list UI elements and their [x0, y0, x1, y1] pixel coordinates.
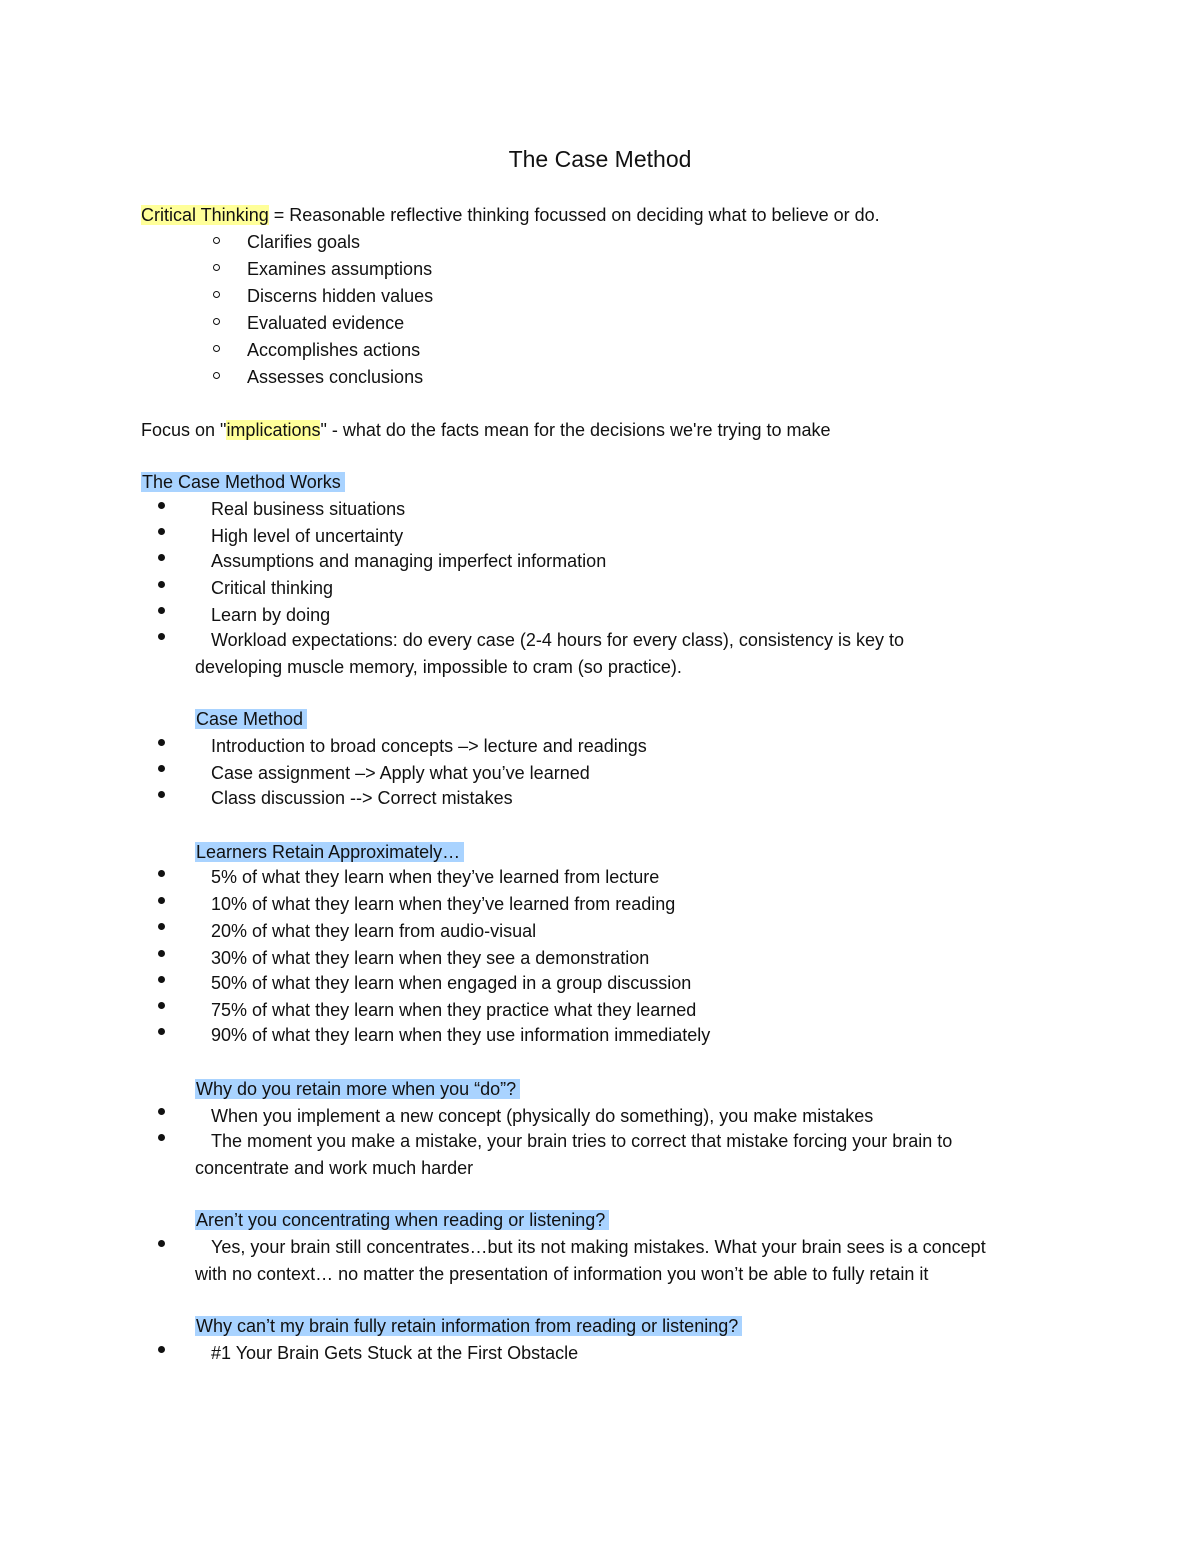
- bullet-icon: [158, 1240, 165, 1247]
- list-item: Real business situations: [211, 499, 406, 519]
- bullet-icon: [158, 528, 165, 535]
- focus-highlight: implications: [226, 420, 321, 440]
- list-item: Assumptions and managing imperfect information: [211, 551, 607, 571]
- critical-thinking-text: = Reasonable reflective thinking focussed on deciding what to believe or do.: [268, 205, 880, 225]
- circle-bullet-icon: [213, 345, 220, 352]
- section-heading: [195, 1208, 609, 1232]
- bullet-icon: [158, 739, 165, 746]
- bullet-icon: [158, 1002, 165, 1009]
- list-item: Workload expectations: do every case (2-4 hours for every class), consistency is key to: [211, 630, 904, 650]
- bullet-icon: [158, 633, 165, 640]
- list-item: Learn by doing: [211, 605, 331, 625]
- case-method-heading: Case Method: [195, 709, 307, 729]
- focus-line: [141, 418, 831, 442]
- list-item: High level of uncertainty: [211, 526, 404, 546]
- section-heading: [195, 840, 464, 864]
- list-item: Yes, your brain still concentrates…but its not making mistakes. What your brain sees is a concept: [211, 1237, 986, 1257]
- section-heading: [195, 1314, 742, 1338]
- why-cant-heading: Why can’t my brain fully retain information from reading or listening?: [195, 1316, 742, 1336]
- list-item: Case assignment –> Apply what you’ve learned: [211, 763, 590, 783]
- bullet-icon: [158, 976, 165, 983]
- list-item: Introduction to broad concepts –> lecture and readings: [211, 736, 647, 756]
- list-item: Evaluated evidence: [247, 313, 405, 333]
- circle-bullet-icon: [213, 291, 220, 298]
- focus-prefix: Focus on ": [141, 420, 227, 440]
- list-item: 20% of what they learn from audio-visual: [211, 921, 537, 941]
- critical-thinking-term: Critical Thinking: [141, 205, 269, 225]
- focus-suffix: " - what do the facts mean for the decisions we're trying to make: [320, 420, 831, 440]
- list-item: 90% of what they learn when they use information immediately: [211, 1025, 711, 1045]
- list-item: The moment you make a mistake, your brain tries to correct that mistake forcing your brain to: [211, 1131, 953, 1151]
- circle-bullet-icon: [213, 318, 220, 325]
- list-item: 50% of what they learn when engaged in a group discussion: [211, 973, 692, 993]
- bullet-icon: [158, 923, 165, 930]
- list-item: Critical thinking: [211, 578, 334, 598]
- critical-thinking-definition: [141, 203, 880, 227]
- section-heading: [195, 707, 307, 731]
- list-item: Accomplishes actions: [247, 340, 421, 360]
- bullet-icon: [158, 950, 165, 957]
- circle-bullet-icon: [213, 372, 220, 379]
- list-item-continuation: developing muscle memory, impossible to cram (so practice).: [195, 657, 682, 677]
- list-item: 5% of what they learn when they’ve learned from lecture: [211, 867, 660, 887]
- list-item: When you implement a new concept (physically do something), you make mistakes: [211, 1106, 874, 1126]
- page-title: The Case Method: [508, 146, 692, 172]
- list-item: 30% of what they learn when they see a demonstration: [211, 948, 650, 968]
- list-item: Discerns hidden values: [247, 286, 434, 306]
- circle-bullet-icon: [213, 237, 220, 244]
- list-item: 10% of what they learn when they’ve learned from reading: [211, 894, 676, 914]
- bullet-icon: [158, 897, 165, 904]
- list-item-continuation: with no context… no matter the presentation of information you won’t be able to fully retain it: [195, 1264, 929, 1284]
- section-heading: [195, 1077, 520, 1101]
- bullet-icon: [158, 554, 165, 561]
- list-item: 75% of what they learn when they practice what they learned: [211, 1000, 697, 1020]
- learners-retain-heading: Learners Retain Approximately…: [195, 842, 464, 862]
- arent-concentrating-heading: Aren’t you concentrating when reading or listening?: [195, 1210, 609, 1230]
- list-item: Examines assumptions: [247, 259, 433, 279]
- bullet-icon: [158, 1028, 165, 1035]
- bullet-icon: [158, 607, 165, 614]
- bullet-icon: [158, 502, 165, 509]
- list-item: Assesses conclusions: [247, 367, 424, 387]
- case-method-works-heading: The Case Method Works: [141, 472, 345, 492]
- bullet-icon: [158, 765, 165, 772]
- bullet-icon: [158, 791, 165, 798]
- list-item: Clarifies goals: [247, 232, 361, 252]
- bullet-icon: [158, 1108, 165, 1115]
- circle-bullet-icon: [213, 264, 220, 271]
- bullet-icon: [158, 870, 165, 877]
- section-heading: [141, 470, 345, 494]
- why-retain-heading: Why do you retain more when you “do”?: [195, 1079, 520, 1099]
- bullet-icon: [158, 1346, 165, 1353]
- list-item: #1 Your Brain Gets Stuck at the First Obstacle: [211, 1343, 579, 1363]
- list-item: Class discussion --> Correct mistakes: [211, 788, 513, 808]
- bullet-icon: [158, 1134, 165, 1141]
- bullet-icon: [158, 581, 165, 588]
- list-item-continuation: concentrate and work much harder: [195, 1158, 474, 1178]
